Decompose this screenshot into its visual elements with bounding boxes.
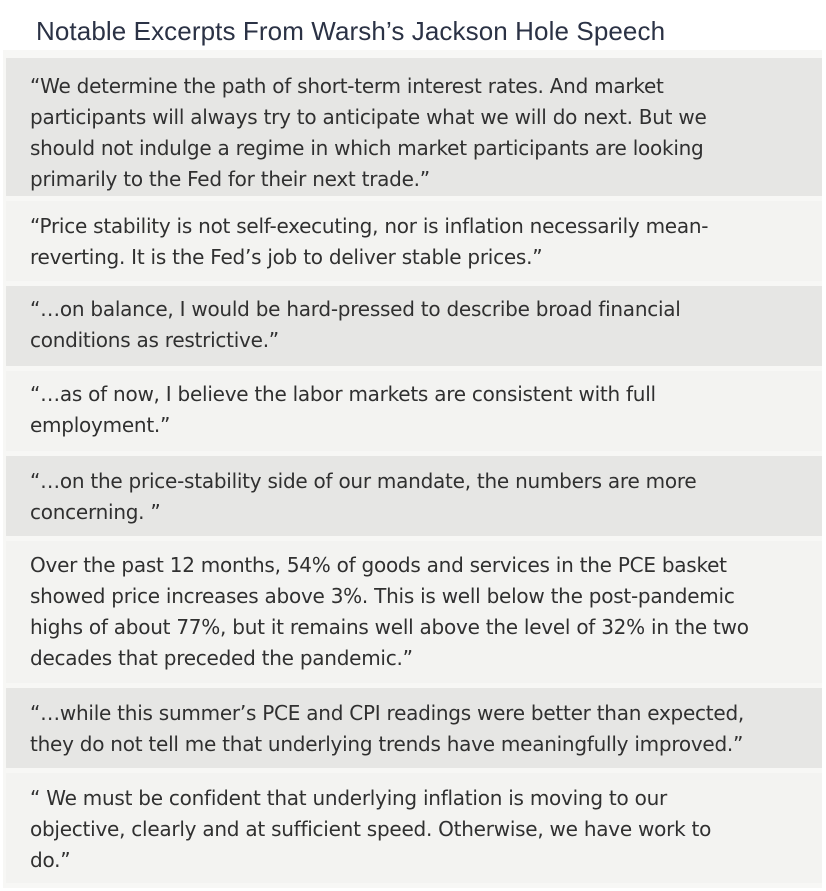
excerpt-row bbox=[6, 286, 822, 366]
excerpts-table bbox=[3, 50, 822, 888]
excerpt-text: “…as of now, I believe the labor markets are consistent with full employment.” bbox=[30, 382, 656, 437]
excerpt-row bbox=[6, 688, 822, 768]
excerpt-text: Over the past 12 months, 54% of goods and services in the PCE basket showed price increases above 3%. This is well below the post-pandemic highs of about 77%, but it remains well above the level of 32% in the two decades that preceded the pandemic.” bbox=[30, 553, 749, 670]
excerpt-row bbox=[6, 371, 822, 451]
excerpt-row bbox=[6, 541, 822, 683]
excerpt-row bbox=[6, 58, 822, 196]
excerpt-text: “We determine the path of short-term interest rates. And market participants will always try to anticipate what we will do next. But we should not indulge a regime in which market participants are looking primarily to the Fed for their next trade.” bbox=[30, 74, 707, 191]
excerpt-text: “…while this summer’s PCE and CPI readings were better than expected, they do not tell me that underlying trends have meaningfully improved.” bbox=[30, 701, 744, 756]
excerpt-text: “Price stability is not self-executing, nor is inflation necessarily mean- reverting. It is the Fed’s job to deliver stable prices.” bbox=[30, 214, 709, 269]
excerpt-row bbox=[6, 456, 822, 536]
excerpt-row bbox=[6, 773, 822, 883]
excerpt-text: “…on balance, I would be hard-pressed to describe broad financial conditions as restrictive.” bbox=[30, 297, 681, 352]
excerpt-text: “ We must be confident that underlying inflation is moving to our objective, clearly and at sufficient speed. Otherwise, we have work to do.” bbox=[30, 786, 712, 872]
excerpt-row bbox=[6, 201, 822, 281]
page-title: Notable Excerpts From Warsh’s Jackson Hole Speech bbox=[36, 16, 666, 46]
excerpt-text: “…on the price-stability side of our mandate, the numbers are more concerning. ” bbox=[30, 469, 697, 524]
